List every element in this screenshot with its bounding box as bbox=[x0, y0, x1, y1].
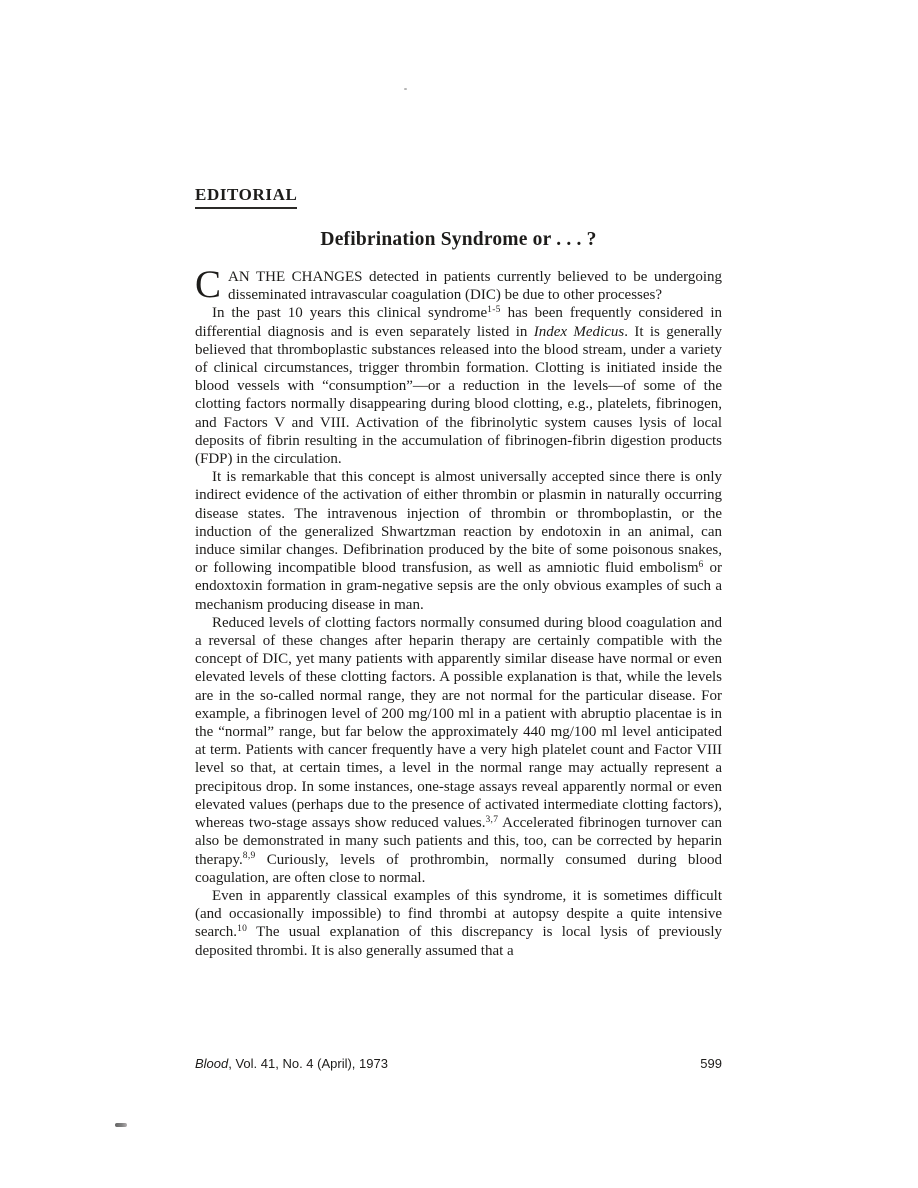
index-medicus-reference: Index Medicus bbox=[533, 323, 625, 340]
citation-details: , Vol. 41, No. 4 (April), 1973 bbox=[228, 1056, 388, 1071]
paragraph-text: It is remarkable that this concept is almost universally accepted since there is only indirect evidence of the activation of either thrombin or plasmin in naturally occurring disease states. The intravenous injection of thrombin or thromboplastin, or the induction of the generalized Shwartzman reaction by endotoxin in an animal, can induce similar changes. Defibrination produced by the bite of some poisonous snakes, or following incompatible blood transfusion, as well as amniotic fluid embolism bbox=[195, 469, 722, 577]
journal-citation bbox=[195, 1056, 388, 1071]
citation-ref: 1-5 bbox=[487, 304, 501, 315]
journal-name: Blood bbox=[195, 1056, 229, 1071]
paragraph-1 bbox=[195, 263, 722, 306]
paragraph-text: . It is generally believed that thromboplastic substances released into the blood stream, under a variety of clinical circumstances, trigger thrombin formation. Clotting is initiated inside the blood vessels with “consumption”—or a reduction in the levels—of some of the clotting factors normally disappearing during blood clotting, e.g., platelets, fibrinogen, and Factors V and VIII. Activation of the fibrinolytic system causes lysis of local deposits of fibrin resulting in the accumulation of fibrinogen-fibrin digestion products (FDP) in the circulation. bbox=[195, 323, 722, 468]
paragraph-text: AN THE CHANGES detected in patients currently believed to be undergoing disseminated intravascular coagulation (DIC) be due to other processes? bbox=[228, 269, 722, 304]
article-content bbox=[195, 185, 722, 960]
page-number: 599 bbox=[700, 1056, 722, 1071]
citation-ref: 10 bbox=[237, 923, 248, 934]
dropcap: C bbox=[195, 263, 222, 306]
citation-ref: 3,7 bbox=[485, 814, 499, 825]
paragraph-text: The usual explanation of this discrepancy is local lysis of previously deposited thrombi. It is also generally assumed that a bbox=[195, 924, 722, 959]
paragraph-text: Curiously, levels of prothrombin, normally consumed during blood coagulation, are often close to normal. bbox=[195, 851, 722, 886]
paragraph-text: Even in apparently classical examples of this syndrome, it is sometimes difficult (and occasionally impossible) to find thrombi at autopsy despite a quite intensive search. bbox=[195, 887, 722, 941]
paragraph-3 bbox=[195, 468, 722, 614]
paragraph-text: Accelerated fibrinogen turnover can also be demonstrated in many such patients and this, too, can be corrected by heparin therapy. bbox=[195, 815, 722, 868]
paragraph-text: Reduced levels of clotting factors normally consumed during blood coagulation and a reversal of these changes after heparin therapy are certainly compatible with the concept of DIC, yet many patients with apparently similar disease have normal or even elevated levels of these clotting factors. A possible explanation is that, while the levels are in the so-called normal range, they are not normal for the particular disease. For example, a fibrinogen level of 200 mg/100 ml in a patient with abruptio placentae is in the “normal” range, but far below the approximately 440 mg/100 ml level anticipated at term. Patients with cancer frequently have a very high platelet count and Factor VIII level so that, at certain times, a level in the normal range may actually represent a precipitous drop. In some instances, one-stage assays reveal apparently normal or even elevated values (perhaps due to the presence of activated intermediate clotting factors), whereas two-stage assays show reduced values. bbox=[195, 614, 722, 832]
section-label: EDITORIAL bbox=[195, 185, 297, 209]
paragraph-2 bbox=[195, 304, 722, 468]
paragraph-5 bbox=[195, 887, 722, 960]
page-footer bbox=[195, 1056, 722, 1071]
paragraph-text: has been frequently considered in differential diagnosis and is even separately listed in bbox=[195, 305, 723, 340]
article-body bbox=[195, 263, 723, 960]
article-title: Defibrination Syndrome or . . . ? bbox=[320, 229, 597, 250]
paragraph-text: or endoxtoxin formation in gram-negative sepsis are the only obvious examples of such a mechanism producing disease in man. bbox=[195, 560, 722, 613]
citation-ref: 6 bbox=[698, 559, 704, 570]
citation-ref: 8,9 bbox=[242, 851, 256, 861]
scan-speck bbox=[404, 88, 407, 90]
section-head bbox=[195, 185, 722, 209]
paragraph-text: In the past 10 years this clinical syndrome bbox=[212, 305, 488, 322]
paragraph-4 bbox=[195, 614, 722, 887]
scan-smudge bbox=[115, 1123, 127, 1127]
